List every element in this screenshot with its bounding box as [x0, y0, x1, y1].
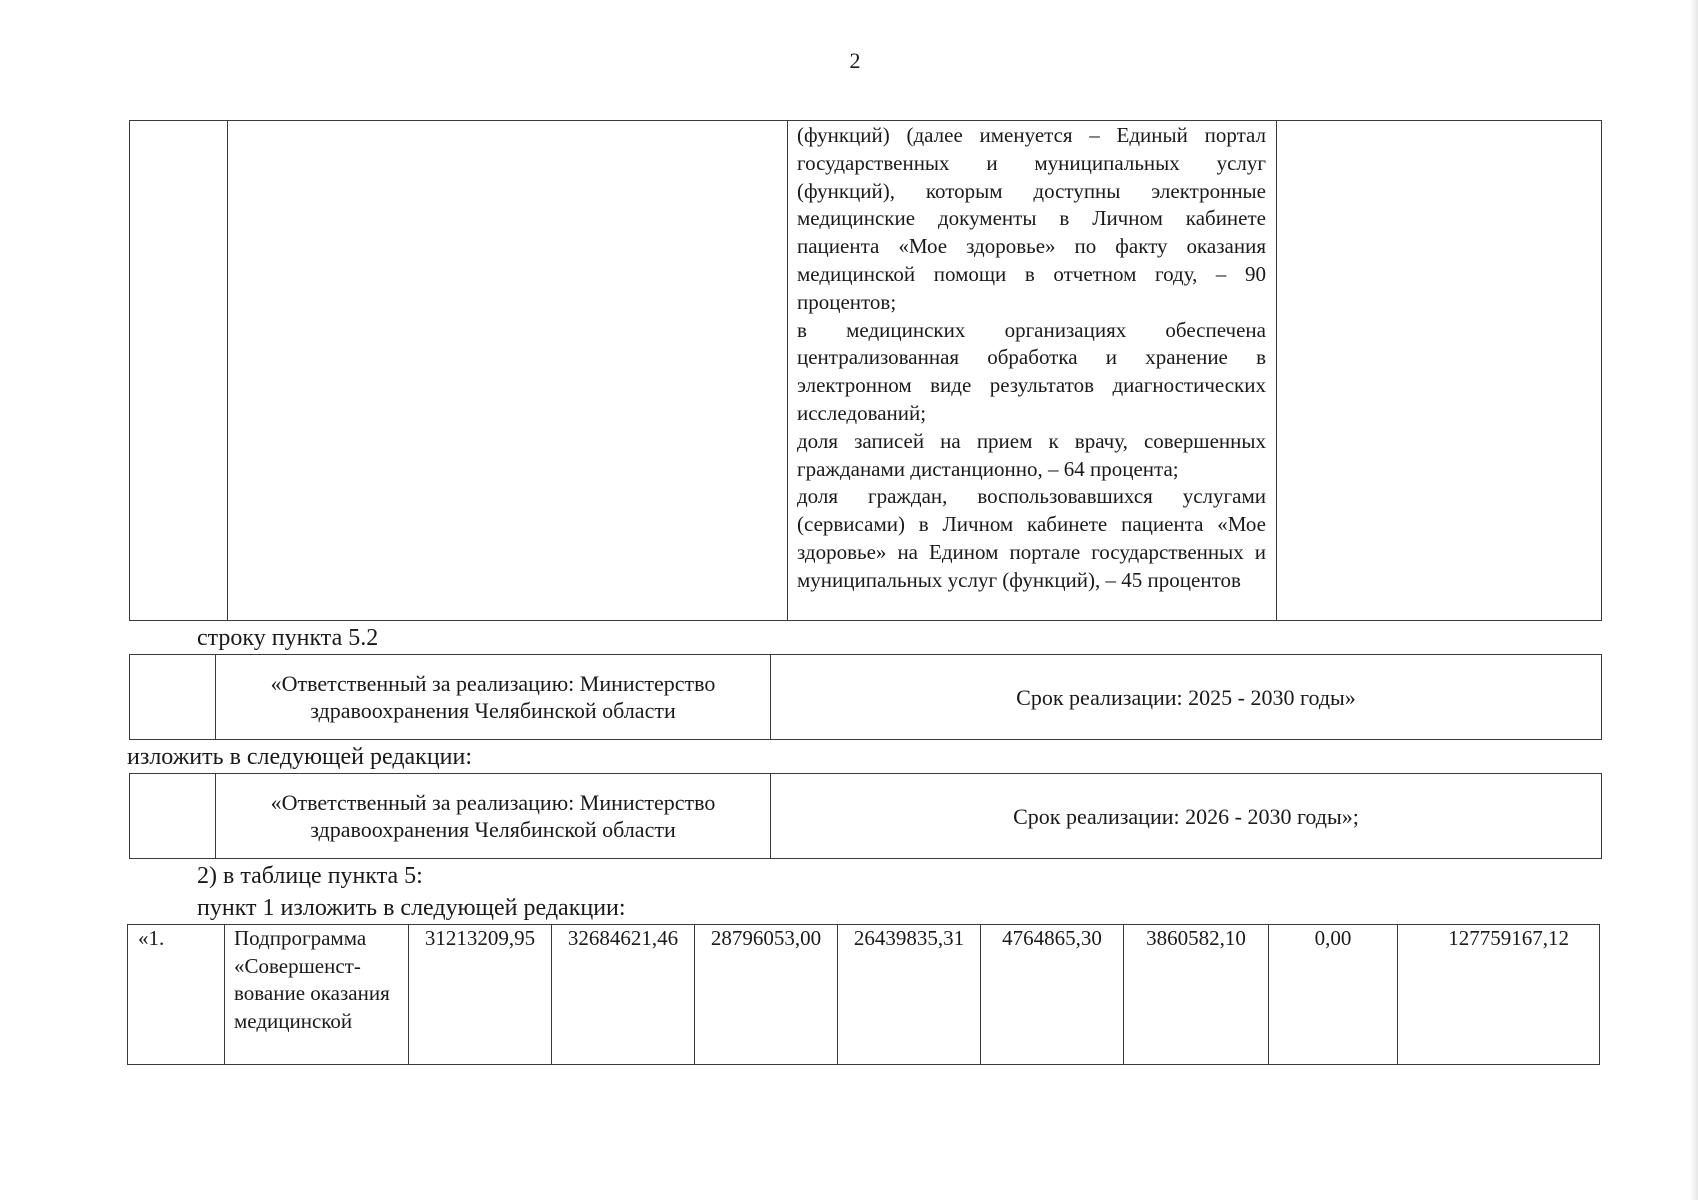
text-line-row-of-item: строку пункта 5.2 [197, 625, 379, 651]
text-line-item-1: пункт 1 изложить в следующей редакции: [197, 895, 626, 921]
empty-cell [130, 121, 228, 621]
value-cell: 26439835,31 [838, 925, 981, 1065]
table-row [130, 774, 1602, 859]
responsible-cell: «Ответственный за реализацию: Министерство здравоохранения Челябинской области [216, 774, 771, 859]
empty-cell [130, 774, 216, 859]
indicator-paragraph: в медицинских организациях обеспечена централизованная обработка и хранение в электронном виде результатов диагностических исследований; [797, 317, 1266, 425]
table-row [130, 121, 1602, 621]
page-number: 2 [849, 48, 861, 73]
new-row-table [129, 773, 1602, 859]
old-row-table [129, 654, 1602, 740]
text-line-new-edition: изложить в следующей редакции: [127, 744, 473, 770]
empty-cell [228, 121, 788, 621]
indicator-paragraph: (функций) (далее именуется – Единый портал государственных и муниципальных услуг (функций), которым доступны электронные медицинские документы в Личном кабинете пациента «Мое здоровье» по факту оказания медицинской помощи в отчетном году, – 90 процентов; [797, 123, 1266, 314]
empty-cell [1277, 121, 1602, 621]
value-cell: 3860582,10 [1124, 925, 1269, 1065]
total-value-cell: 127759167,12 [1398, 925, 1600, 1065]
value-cell: 32684621,46 [552, 925, 695, 1065]
term-cell: Срок реализации: 2025 - 2030 годы» [771, 655, 1602, 740]
value-cell: 0,00 [1269, 925, 1398, 1065]
table-row [128, 925, 1600, 1065]
term-cell: Срок реализации: 2026 - 2030 годы»; [771, 774, 1602, 859]
indicator-paragraph: доля записей на прием к врачу, совершенных гражданами дистанционно, – 64 процента; [797, 428, 1266, 481]
table-row [130, 655, 1602, 740]
top-table [129, 120, 1602, 621]
text-line-table-item-5: 2) в таблице пункта 5: [197, 863, 423, 889]
bottom-table [127, 924, 1600, 1065]
value-cell: 28796053,00 [695, 925, 838, 1065]
empty-cell [130, 655, 216, 740]
scan-edge [1690, 0, 1698, 1200]
value-cell: 4764865,30 [981, 925, 1124, 1065]
subprogram-cell: Подпрограмма «Совершенст-вование оказания медицинской [225, 925, 409, 1065]
responsible-cell: «Ответственный за реализацию: Министерство здравоохранения Челябинской области [216, 655, 771, 740]
indicators-cell [788, 121, 1277, 621]
indicator-paragraph: доля граждан, воспользовавшихся услугами (сервисами) в Личном кабинете пациента «Мое здоровье» на Едином портале государственных и муниципальных услуг (функций), – 45 процентов [797, 484, 1266, 592]
value-cell: 31213209,95 [409, 925, 552, 1065]
item-number-cell: «1. [128, 925, 225, 1065]
